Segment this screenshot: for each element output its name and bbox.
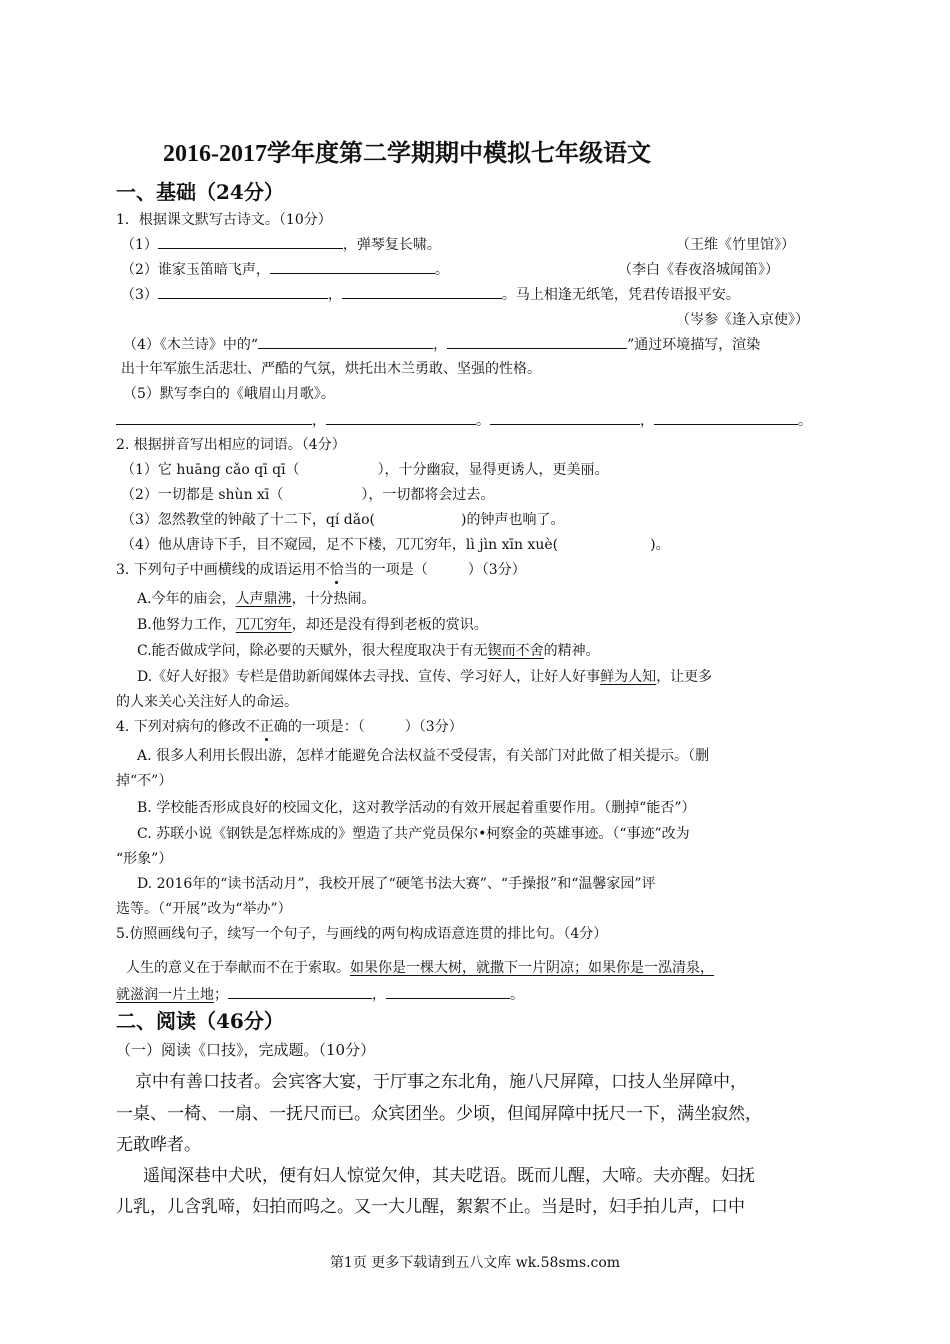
q2-d-text: （4）他从唐诗下手，目不窥园，足不下楼，兀兀穷年，lì jìn xīn xuè( (121, 537, 559, 553)
page-title: 2016-2017学年度第二学期期中模拟七年级语文 (163, 141, 651, 167)
q4-option-d-cont: 选等。（“开展”改为“举办”） (116, 901, 292, 917)
option-text: B.他努力工作， (137, 617, 236, 633)
q3-option-d-cont: 的人来关心关注好人的命运。 (116, 694, 298, 710)
answer-blank[interactable] (386, 986, 510, 999)
q1-line1-text: ，弹琴复长啸。 (342, 237, 441, 253)
answer-blank[interactable] (158, 286, 328, 299)
answer-blank[interactable] (447, 336, 627, 349)
q5-underlined: 就滋润一片土地 (116, 987, 214, 1003)
q1-line3-prefix: （3） (121, 287, 158, 303)
q4-stem (116, 716, 463, 736)
q1-line3-text: 。马上相逢无纸笔，凭君传语报平安。 (501, 287, 740, 303)
option-text: 的精神。 (543, 643, 600, 659)
q2-stem: 2. 根据拼音写出相应的词语。（4分） (116, 437, 346, 453)
answer-blank[interactable] (490, 412, 640, 425)
q3-emphasis: 不恰当 (316, 559, 358, 579)
q5-underlined: 如果你是一棵大树，就撒下一片阴凉；如果你是一泓清泉， (350, 960, 714, 976)
q1-line5: （5）默写李白的《峨眉山月歌》。 (123, 386, 335, 402)
q2-a-text2: ），十分幽寂，显得更诱人，更美丽。 (377, 462, 609, 478)
q3-stem-text2: 的一项是（ (357, 562, 428, 578)
q4-option-a-cont: 掉“不”） (116, 773, 173, 789)
punct: 。 (510, 987, 524, 1003)
q1-line3-sep: ， (327, 287, 342, 303)
q1-line4-cont: 出十年军旅生活悲壮、严酷的气氛，烘托出木兰勇敢、坚强的性格。 (121, 361, 541, 377)
q1-line4-text: ”通过环境描写，渲染 (627, 337, 761, 353)
passage-line: 无敢哗者。 (116, 1135, 201, 1155)
q1-line3 (121, 284, 740, 304)
q1-stem: 1．根据课文默写古诗文。（10分） (116, 212, 332, 228)
q2-c (121, 509, 564, 529)
q1-line4 (123, 334, 760, 354)
passage-line: 京中有善口技者。会宾客大宴，于厅事之东北角，施八尺屏障，口技人坐屏障中， (135, 1072, 747, 1092)
q1-line4-prefix: （4）《木兰诗》中的“ (123, 337, 259, 353)
punct: ， (372, 987, 386, 1003)
punct: ， (640, 413, 654, 429)
q3-stem (116, 559, 526, 579)
passage-line: 一桌、一椅、一扇、一抚尺而已。众宾团坐。少顷，但闻屏障中抚尺一下，满坐寂然， (116, 1104, 762, 1124)
q4-stem-text3: ）（3分） (404, 719, 463, 735)
q1-line2-source: （李白《春夜洛城闻笛》） (618, 262, 779, 278)
q3-option-b (137, 614, 488, 634)
q4-option-c: C. 苏联小说《钢铁是怎样炼成的》塑造了共产党员保尔•柯察金的英雄事迹。（“事迹”改为 (137, 826, 690, 842)
q1-line1-prefix: （1） (121, 237, 158, 253)
q2-b-text2: ），一切都将会过去。 (361, 487, 495, 503)
q2-b (121, 484, 494, 504)
passage-line: 儿乳，儿含乳啼，妇拍而呜之。又一大儿醒，絮絮不止。当是时，妇手拍儿声，口中 (116, 1197, 745, 1217)
underlined-idiom: 兀兀穷年 (235, 617, 292, 633)
q3-stem-text3: ）（3分） (467, 562, 526, 578)
q4-option-a: A. 很多人利用长假出游，怎样才能避免合法权益不受侵害，有关部门对此做了相关提示。（删 (137, 748, 710, 764)
q5-line1 (126, 957, 714, 977)
answer-blank[interactable] (326, 412, 476, 425)
q4-option-b: B. 学校能否形成良好的校园文化，这对教学活动的有效开展起着重要作用。（删掉“能否”） (137, 800, 696, 816)
q1-line2 (121, 259, 449, 279)
q4-stem-text: 4. 下列对病句的修改 (116, 719, 246, 735)
q2-c-text: （3）忽然教堂的钟敲了十二下，qí dǎo( (121, 512, 375, 528)
q1-line3-source: （岑参《逢入京使》） (676, 312, 809, 328)
q3-option-a (137, 588, 376, 608)
q1-line1 (121, 234, 441, 254)
underlined-idiom: 锲而不舍 (487, 643, 544, 659)
answer-blank[interactable] (342, 286, 502, 299)
q2-c-text2: )的钟声也响了。 (461, 512, 565, 528)
answer-blank[interactable] (270, 261, 435, 274)
punct: ， (312, 413, 326, 429)
punct: 。 (798, 413, 812, 429)
answer-blank[interactable] (158, 236, 343, 249)
q2-a-text: （1）它 huāng cǎo qī qī（ (121, 462, 300, 478)
section-heading-basics: 一、基础（24分） (116, 180, 284, 204)
q2-b-text: （2）一切都是 shùn xī（ (121, 487, 284, 503)
punct: ； (214, 987, 228, 1003)
q3-option-d (137, 666, 712, 686)
q4-option-c-cont: “形象”） (116, 851, 173, 867)
page-footer: 第1页 更多下载请到五八文库 wk.58sms.com (329, 1255, 621, 1271)
option-text: C.能否做成学问，除必要的天赋外，很大程度取决于有无 (137, 643, 488, 659)
option-text: ，让更多 (656, 669, 713, 685)
q1-line5-blanks (116, 410, 812, 430)
reading-subheading: （一）阅读《口技》，完成题。（10分） (116, 1041, 376, 1059)
q3-option-c (137, 640, 600, 660)
q1-line2-prefix: （2）谁家玉笛暗飞声， (121, 262, 270, 278)
q2-d-text2: )。 (650, 537, 670, 553)
q4-emphasis: 不正确 (246, 716, 288, 736)
q1-line1-source: （王维《竹里馆》） (676, 237, 795, 253)
passage-line: 遥闻深巷中犬吠，便有妇人惊觉欠伸，其夫呓语。既而儿醒，大啼。夫亦醒。妇抚 (143, 1166, 755, 1186)
q2-a (121, 459, 609, 479)
q4-option-d: D. 2016年的“读书活动月”，我校开展了“硬笔书法大赛”、“手操报”和“温馨家园”评 (137, 876, 656, 892)
q5-line2 (116, 984, 524, 1004)
q5-stem: 5.仿照画线句子，续写一个句子，与画线的两句构成语意连贯的排比句。（4分） (116, 926, 608, 942)
punct: 。 (476, 413, 490, 429)
answer-blank[interactable] (258, 336, 433, 349)
answer-blank[interactable] (654, 412, 798, 425)
option-text: ，十分热闹。 (291, 591, 376, 607)
q1-line4-sep: ， (433, 337, 448, 353)
option-text: A.今年的庙会， (137, 591, 236, 607)
section-heading-reading: 二、阅读（46分） (116, 1009, 284, 1033)
option-text: ，却还是没有得到老板的赏识。 (291, 617, 488, 633)
q3-stem-text: 3. 下列句子中画横线的成语运用 (116, 562, 316, 578)
q4-stem-text2: 的一项是：（ (287, 719, 365, 735)
q2-d (121, 534, 670, 554)
answer-blank[interactable] (228, 986, 372, 999)
q5-text: 人生的意义在于奉献而不在于索取。 (126, 960, 350, 976)
option-text: D.《好人好报》专栏是借助新闻媒体去寻找、宣传、学习好人，让好人好事 (137, 669, 601, 685)
q1-line2-text: 。 (434, 262, 449, 278)
underlined-idiom: 人声鼎沸 (235, 591, 292, 607)
answer-blank[interactable] (116, 412, 312, 425)
underlined-idiom: 鲜为人知 (600, 669, 657, 685)
